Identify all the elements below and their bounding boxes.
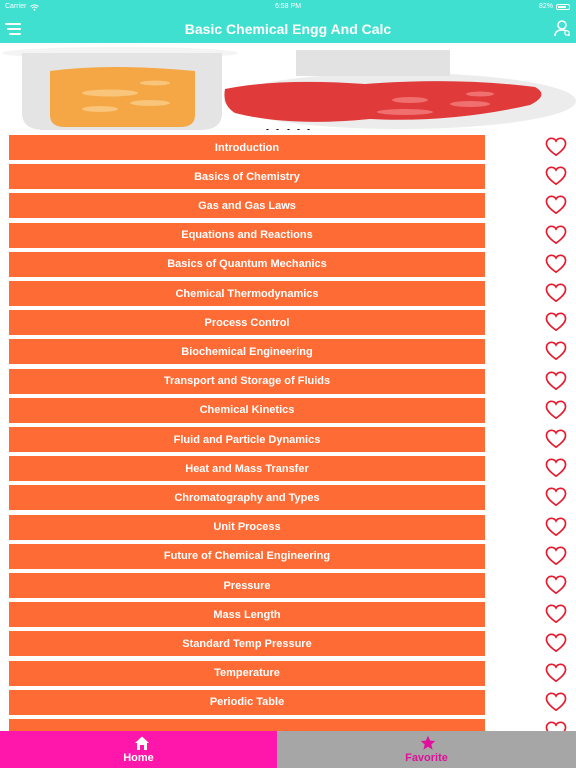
heart-icon[interactable]: [545, 341, 567, 361]
topic-button[interactable]: Chemical Kinetics: [9, 398, 485, 423]
tab-bar: [0, 731, 576, 768]
topic-button[interactable]: Process Control: [9, 310, 485, 335]
page-title: Basic Chemical Engg And Calc: [184, 21, 392, 37]
tab-favorite[interactable]: [277, 731, 576, 768]
topic-button[interactable]: Biochemical Engineering: [9, 339, 485, 364]
list-item: [0, 133, 576, 162]
banner-carousel[interactable]: [0, 43, 576, 130]
list-item: [0, 629, 576, 658]
tab-favorite-label: Favorite: [405, 752, 448, 764]
tab-home-label: Home: [123, 752, 154, 764]
carousel-dot[interactable]: [266, 129, 269, 130]
heart-icon[interactable]: [545, 604, 567, 624]
carousel-dot[interactable]: [276, 129, 279, 130]
topic-button[interactable]: Pressure: [9, 573, 485, 598]
petri-dish-illustration: [0, 43, 576, 130]
list-item: [0, 659, 576, 688]
topic-button[interactable]: Basics of Quantum Mechanics: [9, 252, 485, 277]
carrier-label: Carrier: [5, 3, 27, 10]
carousel-dot[interactable]: [297, 129, 300, 130]
topic-button[interactable]: Temperature: [9, 661, 485, 686]
list-item: [0, 367, 576, 396]
heart-icon[interactable]: [545, 487, 567, 507]
heart-icon[interactable]: [545, 429, 567, 449]
battery-icon: [556, 4, 570, 10]
list-item: [0, 542, 576, 571]
topic-button[interactable]: Gas and Gas Laws: [9, 193, 485, 218]
list-item: [0, 483, 576, 512]
heart-icon[interactable]: [545, 137, 567, 157]
topic-button[interactable]: Standard Temp Pressure: [9, 631, 485, 656]
list-item: [0, 279, 576, 308]
heart-icon[interactable]: [545, 283, 567, 303]
carousel-dot[interactable]: [287, 129, 290, 130]
list-item: [0, 513, 576, 542]
topic-button[interactable]: Fluid and Particle Dynamics: [9, 427, 485, 452]
list-item: [0, 337, 576, 366]
star-icon: [420, 735, 436, 751]
list-item: [0, 162, 576, 191]
topic-button[interactable]: Unit Process: [9, 515, 485, 540]
battery-percent: 82%: [538, 3, 553, 10]
battery-fill: [558, 6, 566, 8]
carousel-indicator[interactable]: [0, 119, 576, 130]
status-bar: [0, 0, 576, 14]
heart-icon[interactable]: [545, 692, 567, 712]
list-item: [0, 396, 576, 425]
topic-button[interactable]: Chemical Thermodynamics: [9, 281, 485, 306]
heart-icon[interactable]: [545, 254, 567, 274]
heart-icon[interactable]: [545, 633, 567, 653]
topic-button[interactable]: Chromatography and Types: [9, 485, 485, 510]
user-settings-icon[interactable]: [552, 18, 572, 38]
home-icon: [134, 735, 150, 751]
list-item: [0, 571, 576, 600]
carousel-dot[interactable]: [307, 129, 310, 130]
topic-button[interactable]: Transport and Storage of Fluids: [9, 369, 485, 394]
topic-button[interactable]: Mass Length: [9, 602, 485, 627]
heart-icon[interactable]: [545, 663, 567, 683]
status-time: 6:58 PM: [274, 3, 302, 10]
heart-icon[interactable]: [545, 166, 567, 186]
list-item: [0, 425, 576, 454]
topic-button[interactable]: Introduction: [9, 135, 485, 160]
list-item: [0, 250, 576, 279]
list-item: [0, 688, 576, 717]
heart-icon[interactable]: [545, 312, 567, 332]
list-item: [0, 600, 576, 629]
heart-icon[interactable]: [545, 458, 567, 478]
heart-icon[interactable]: [545, 575, 567, 595]
heart-icon[interactable]: [545, 517, 567, 537]
list-item: [0, 221, 576, 250]
heart-icon[interactable]: [545, 400, 567, 420]
list-item: [0, 308, 576, 337]
topic-button[interactable]: Heat and Mass Transfer: [9, 456, 485, 481]
topic-button[interactable]: Equations and Reactions: [9, 223, 485, 248]
topic-button[interactable]: Future of Chemical Engineering: [9, 544, 485, 569]
heart-icon[interactable]: [545, 546, 567, 566]
heart-icon[interactable]: [545, 225, 567, 245]
list-item: [0, 191, 576, 220]
topic-button[interactable]: Basics of Chemistry: [9, 164, 485, 189]
heart-icon[interactable]: [545, 371, 567, 391]
heart-icon[interactable]: [545, 195, 567, 215]
list-item: [0, 454, 576, 483]
app-header: [0, 14, 576, 43]
tab-home[interactable]: [0, 731, 277, 768]
topic-button[interactable]: Periodic Table: [9, 690, 485, 715]
